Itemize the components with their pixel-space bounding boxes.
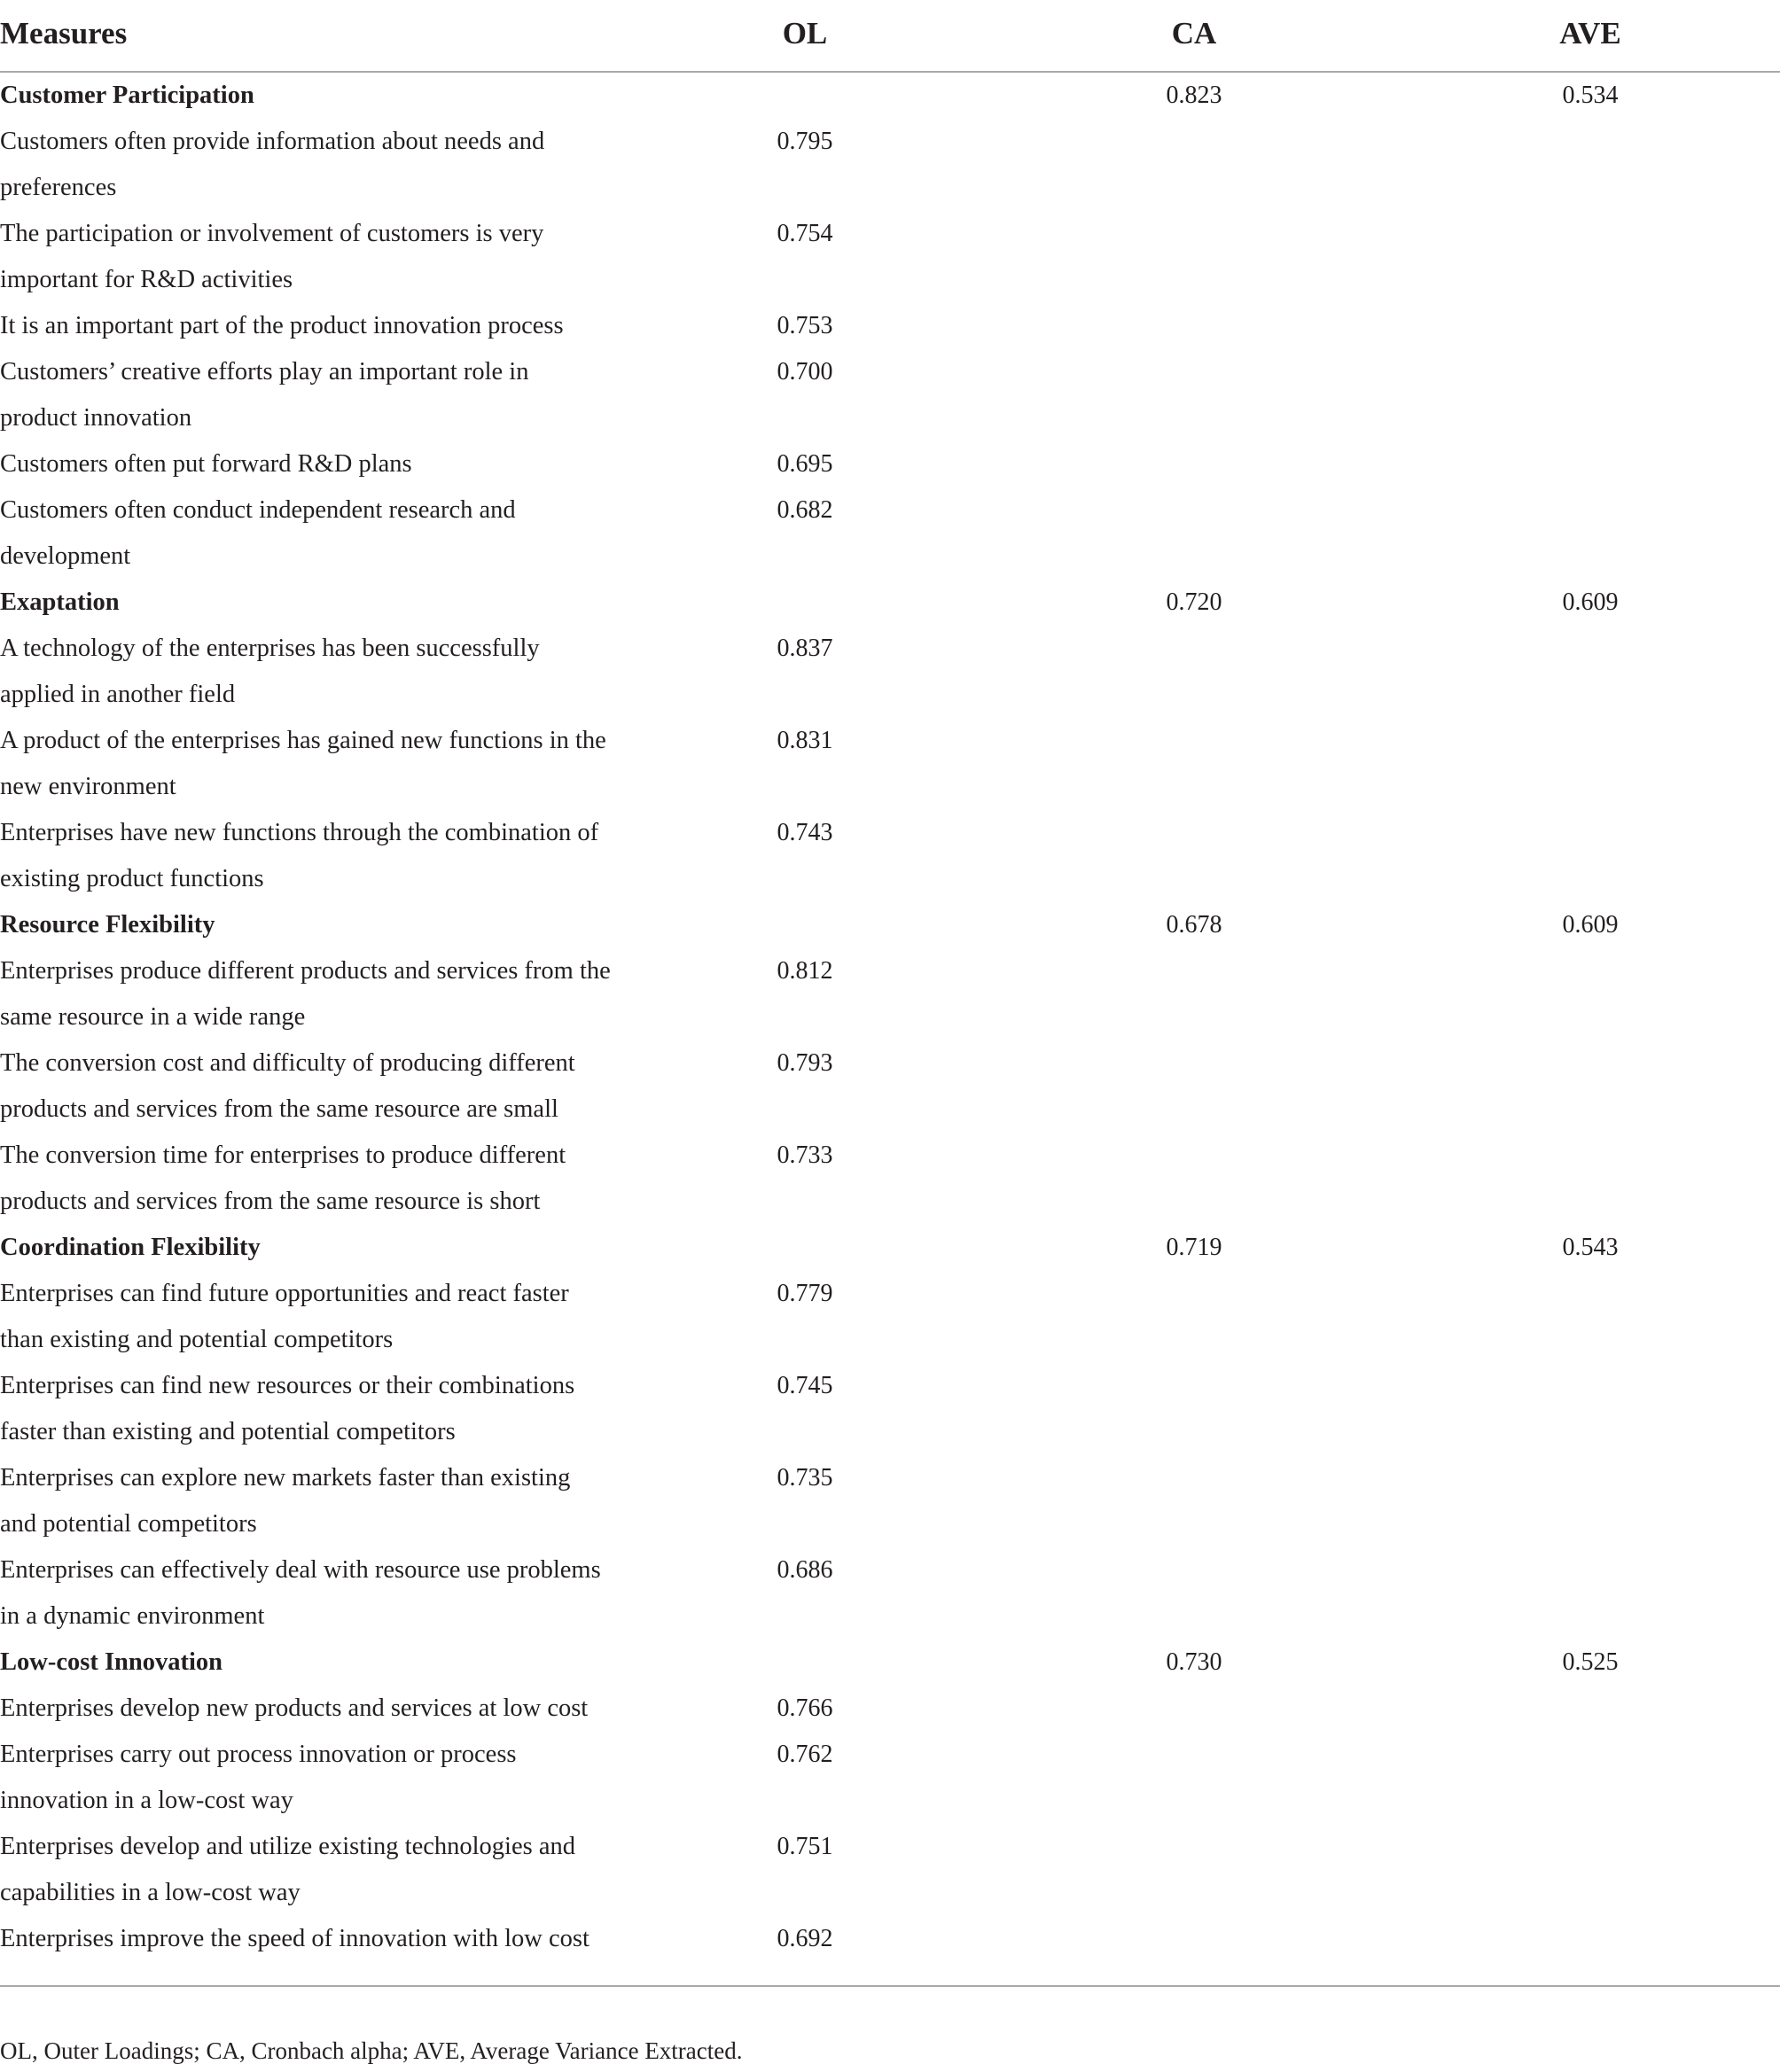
ave-value: 0.543 bbox=[1562, 1234, 1619, 1261]
measure-text: Enterprises carry out process innovation or process innovation in a low-cost way bbox=[0, 1741, 517, 1814]
ca-value: 0.720 bbox=[1166, 588, 1222, 616]
measure-text: Customers often provide information about needs and preferences bbox=[0, 128, 545, 201]
ave-value: 0.525 bbox=[1562, 1648, 1619, 1676]
table-row bbox=[0, 1547, 1780, 1640]
table-body bbox=[0, 73, 1780, 1962]
header-measures: Measures bbox=[0, 16, 128, 51]
measure-text: Enterprises improve the speed of innovation with low cost bbox=[0, 1925, 589, 1952]
ol-value: 0.754 bbox=[777, 220, 833, 247]
section-row bbox=[0, 73, 1780, 119]
section-row bbox=[0, 1225, 1780, 1271]
ol-value: 0.733 bbox=[777, 1141, 833, 1169]
measure-text: Enterprises produce different products and services from the same resource in a wide range bbox=[0, 957, 611, 1031]
table-row bbox=[0, 1133, 1780, 1225]
ol-value: 0.753 bbox=[777, 312, 833, 339]
section-title: Resource Flexibility bbox=[0, 911, 215, 939]
section-title: Low-cost Innovation bbox=[0, 1648, 222, 1676]
measure-text: Enterprises develop and utilize existing technologies and capabilities in a low-cost way bbox=[0, 1833, 575, 1906]
measure-text: The participation or involvement of customers is very important for R&D activities bbox=[0, 220, 544, 293]
table-row bbox=[0, 1824, 1780, 1916]
measure-text: Enterprises have new functions through the combination of existing product functions bbox=[0, 819, 599, 892]
measure-text: The conversion time for enterprises to produce different products and services from the same resource is short bbox=[0, 1141, 566, 1215]
section-title: Customer Participation bbox=[0, 82, 254, 109]
ol-value: 0.695 bbox=[777, 450, 833, 478]
ol-value: 0.793 bbox=[777, 1049, 833, 1077]
measure-text: Enterprises can explore new markets faster than existing and potential competitors bbox=[0, 1464, 571, 1538]
table-footnote: OL, Outer Loadings; CA, Cronbach alpha; AVE, Average Variance Extracted. bbox=[0, 2037, 743, 2064]
section-row bbox=[0, 902, 1780, 948]
ca-value: 0.823 bbox=[1166, 82, 1222, 109]
table-row bbox=[0, 1732, 1780, 1824]
ave-value: 0.534 bbox=[1562, 82, 1619, 109]
section-row bbox=[0, 580, 1780, 626]
table-row bbox=[0, 810, 1780, 902]
ol-value: 0.743 bbox=[777, 819, 833, 846]
ol-value: 0.700 bbox=[777, 358, 833, 386]
table-row bbox=[0, 349, 1780, 441]
ol-value: 0.692 bbox=[777, 1925, 833, 1952]
ol-value: 0.735 bbox=[777, 1464, 833, 1492]
measure-text: It is an important part of the product innovation process bbox=[0, 312, 564, 339]
table-row bbox=[0, 626, 1780, 718]
ol-value: 0.831 bbox=[777, 727, 833, 754]
ol-value: 0.812 bbox=[777, 957, 833, 985]
table-row bbox=[0, 1916, 1780, 1962]
measure-text: A technology of the enterprises has been successfully applied in another field bbox=[0, 635, 540, 708]
header-ca: CA bbox=[1171, 16, 1217, 51]
ol-value: 0.762 bbox=[777, 1741, 833, 1768]
table-row bbox=[0, 119, 1780, 211]
ca-value: 0.730 bbox=[1166, 1648, 1222, 1676]
measure-text: Enterprises can find new resources or their combinations faster than existing and potential competitors bbox=[0, 1372, 575, 1445]
ca-value: 0.678 bbox=[1166, 911, 1222, 939]
ol-value: 0.751 bbox=[777, 1833, 833, 1860]
table-row bbox=[0, 1686, 1780, 1732]
ol-value: 0.682 bbox=[777, 496, 833, 524]
table-row bbox=[0, 1363, 1780, 1455]
section-title: Coordination Flexibility bbox=[0, 1234, 261, 1261]
table-row bbox=[0, 441, 1780, 487]
measure-text: A product of the enterprises has gained new functions in the new environment bbox=[0, 727, 606, 800]
table-header bbox=[0, 0, 1780, 73]
table-row bbox=[0, 718, 1780, 810]
table-row bbox=[0, 1040, 1780, 1133]
ol-value: 0.766 bbox=[777, 1694, 833, 1722]
measure-text: Enterprises can effectively deal with resource use problems in a dynamic environment bbox=[0, 1556, 601, 1630]
ca-value: 0.719 bbox=[1166, 1234, 1222, 1261]
table-row bbox=[0, 1271, 1780, 1363]
section-title: Exaptation bbox=[0, 588, 120, 616]
header-ave: AVE bbox=[1559, 16, 1621, 51]
ol-value: 0.779 bbox=[777, 1280, 833, 1307]
ave-value: 0.609 bbox=[1562, 588, 1619, 616]
ol-value: 0.837 bbox=[777, 635, 833, 662]
ol-value: 0.795 bbox=[777, 128, 833, 155]
table-row bbox=[0, 303, 1780, 349]
table-row bbox=[0, 1455, 1780, 1547]
measure-text: Customers often put forward R&D plans bbox=[0, 450, 412, 478]
measure-text: The conversion cost and difficulty of producing different products and services from the same resource are small bbox=[0, 1049, 575, 1123]
ave-value: 0.609 bbox=[1562, 911, 1619, 939]
measure-text: Enterprises develop new products and services at low cost bbox=[0, 1694, 589, 1722]
measure-text: Enterprises can find future opportunities and react faster than existing and potential competitors bbox=[0, 1280, 569, 1353]
table-row bbox=[0, 948, 1780, 1040]
header-ol: OL bbox=[782, 16, 828, 51]
ol-value: 0.745 bbox=[777, 1372, 833, 1399]
measure-text: Customers’ creative efforts play an important role in product innovation bbox=[0, 358, 529, 432]
section-row bbox=[0, 1640, 1780, 1686]
measure-text: Customers often conduct independent research and development bbox=[0, 496, 516, 570]
table-row bbox=[0, 487, 1780, 580]
table-bottom-rule bbox=[0, 1985, 1780, 1987]
table-row bbox=[0, 211, 1780, 303]
ol-value: 0.686 bbox=[777, 1556, 833, 1584]
